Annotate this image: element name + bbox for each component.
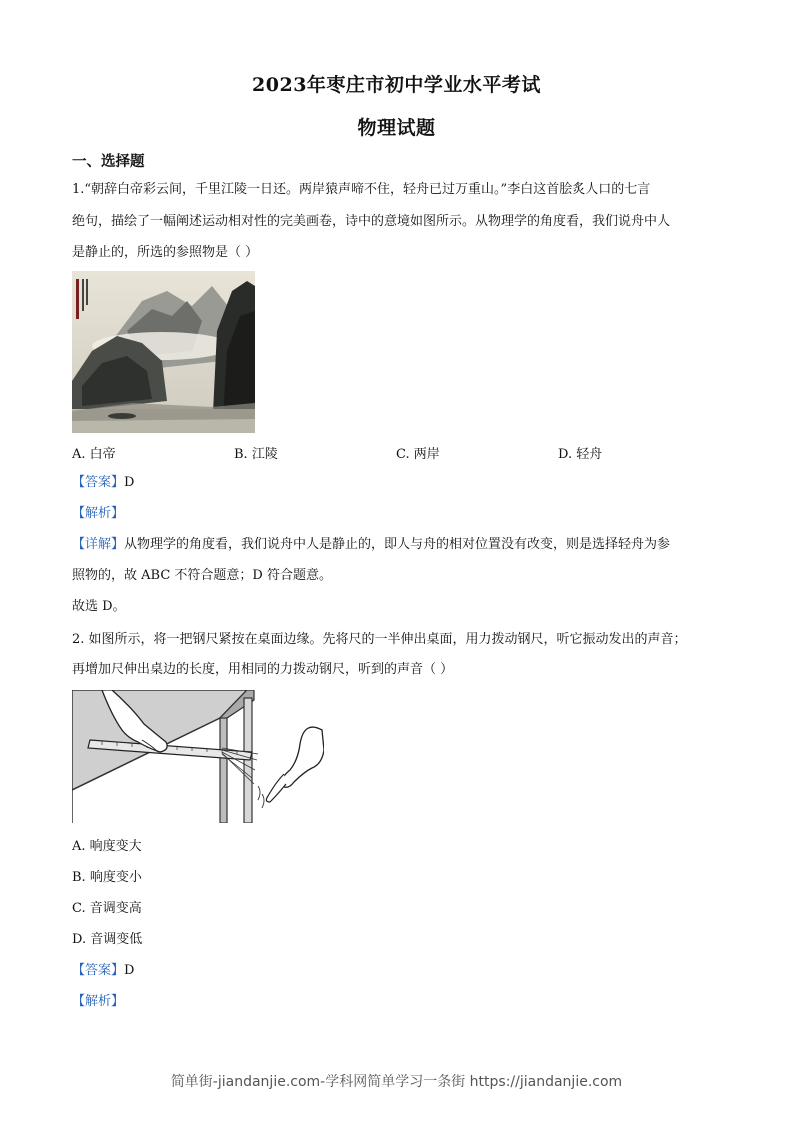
q2-option-a: A. 响度变大 [72,839,142,854]
q1-detail-line-2: 照物的，故 ABC 不符合题意；D 符合题意。 [72,568,332,583]
q2-option-d: D. 音调变低 [72,932,143,947]
q2-analysis-tag: 【解析】 [72,994,125,1009]
q2-answer [72,961,134,981]
section-heading: 一、选择题 [72,153,145,170]
detail-text: 从物理学的角度看，我们说舟中人是静止的，即人与舟的相对位置没有改变，则是选择轻舟为参 [124,537,671,552]
answer-tag: 【答案】 [72,475,125,490]
q1-conclusion: 故选 D。 [72,599,126,614]
q1-answer [72,473,134,493]
answer-value: D [124,963,135,978]
q1-landscape-painting [72,271,255,433]
q1-text-line-1: 1.“朝辞白帝彩云间，千里江陵一日还。两岸猿声啼不住，轻舟已过万重山。”李白这首脍炙人口的七言 [72,182,651,197]
q1-text-line-2: 绝句，描绘了一幅阐述运动相对性的完美画卷，诗中的意境如图所示。从物理学的角度看，我们说舟中人 [72,214,671,229]
q2-text-line-2: 再增加尺伸出桌边的长度，用相同的力拨动钢尺，听到的声音（ ） [72,662,454,677]
q2-option-b: B. 响度变小 [72,870,142,885]
q1-analysis-tag: 【解析】 [72,506,125,521]
q1-option-d: D. 轻舟 [558,447,603,462]
q1-option-c: C. 两岸 [396,447,440,462]
q1-text-line-3: 是静止的，所选的参照物是（ ） [72,245,259,260]
q2-ruler-diagram [72,690,324,823]
page-subtitle: 物理试题 [357,117,436,139]
q1-option-b: B. 江陵 [234,447,278,462]
page-title: 2023年枣庄市初中学业水平考试 [252,74,541,96]
answer-tag: 【答案】 [72,963,125,978]
q2-text-line-1: 2. 如图所示，将一把钢尺紧按在桌面边缘。先将尺的一半伸出桌面，用力拨动钢尺，听它振动发出的声音； [72,632,687,647]
detail-tag: 【详解】 [72,537,125,552]
page-footer: 简单街-jiandanjie.com-学科网简单学习一条街 https://jiandanjie.com [170,1074,623,1090]
q2-option-c: C. 音调变高 [72,901,142,916]
q1-detail-line-1 [72,535,670,555]
q1-option-a: A. 白帝 [72,447,116,462]
answer-value: D [124,475,135,490]
